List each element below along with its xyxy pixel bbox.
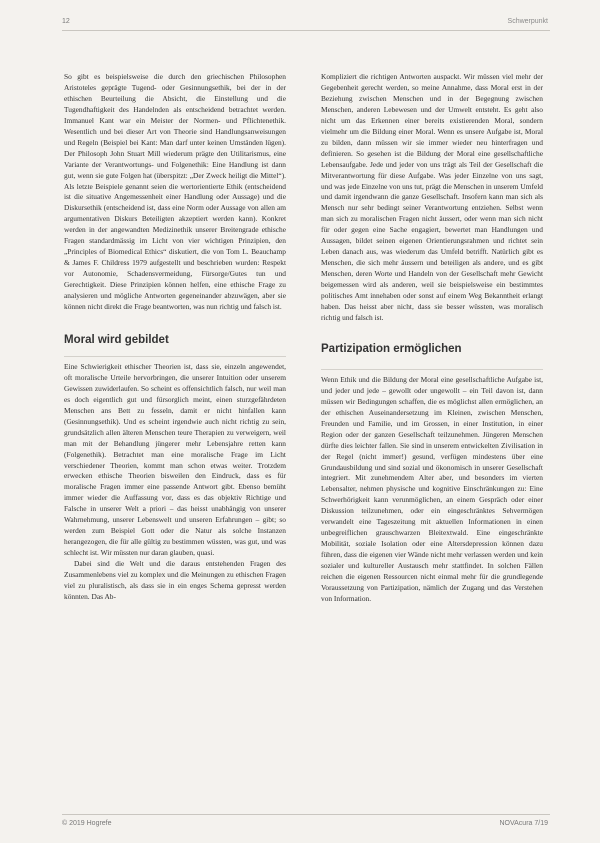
right-paragraph-2: Wenn Ethik und die Bildung der Moral eine gesellschaftliche Aufgabe ist, und jeder und jede – gewollt oder ungewollt – ein Teil davon ist, dann müssen wir Bedingungen schaffen, die es möglichst allen ermöglichen, an der ethischen Auseinandersetzung im Kleinen, zwischen Menschen, Freunden und Familie, und im Grossen, in einer Institution, in einer Region oder der ganzen Gesellschaft teilzunehmen. Jüngeren Menschen dürfte dies leichter fallen. Sie sind in unserem entwickelten Zivilisation in der Regel (nicht immer!) gesund, verfügen mindestens über eine Grundausbildung und sind sozial und ökonomisch in unserer Gesellschaft integriert. Mit zunehmendem Alter aber, und besonders im vierten Lebensalter, nehmen physische und kognitive Einschränkungen zu: Eine Schwerhörigkeit kann verunmöglichen, an einem Gespräch oder einer Diskussion teilzunehmen, oder ein eingeschränktes Sehvermögen verwandelt eine Tageszeitung mit aktuellen Informationen in einen unbegreiflichen grauschwarzen Bleitextwald. Eine eingeschränkte Mobilität, soziale Isolation oder eine Altersdepression können dazu führen, dass die eigenen vier Wände nicht mehr verlassen werden und kein sozialer und kultureller Austausch mehr stattfindet. In solchen Fällen reichen die eigenen Ressourcen nicht einmal mehr für die grundlegende Voraussetzung von Partizipation, nämlich der Zugang und das Verstehen von Information.	[321, 374, 543, 603]
section-title-header: Schwerpunkt	[507, 18, 548, 25]
right-column	[321, 72, 543, 605]
right-paragraph-1: Kompliziert die richtigen Antworten auspackt. Wir müssen viel mehr der Gegebenheit gerecht werden, so meine Annahme, dass Moral erst in der Beziehung zwischen Menschen und in der Begegnung zwischen Menschen, anderen Lebewesen und der Umwelt entsteht. Es geht also nicht um das Erkennen einer bereits existierenden Moral, sondern vielmehr um die Bildung einer Moral. Wenn es unsere Aufgabe ist, Moral zu bilden, dann müssen wir sie immer wieder neu hinterfragen und definieren. So gesehen ist die Bildung der Moral eine gesellschaftliche Lebensaufgabe. Jede und jeder von uns trägt als Teil der Gesellschaft die Mitverantwortung für diese Aufgabe. Was jeder Einzelne von uns sagt, und was jede Einzelne von uns tut, prägt die Menschen in unserem Umfeld und damit irgendwann die ganze Gesellschaft. Insofern kann man sich als Mensch nur sehr bedingt seiner Verantwortung entziehen. Selbst wenn man sich zu moralischen Fragen nicht äussert, oder wenn man sich nicht für oder gegen eine Sache engagiert, bewertet man Handlungen und Aussagen, bildet seinen eigenen Orientierungsrahmen und richtet sein Leben danach aus, was wiederum das Umfeld betrifft. Natürlich gibt es Menschen, die sich mehr äussern und beteiligen als andere, und es gibt Menschen, deren Worte und Handeln von der Gesellschaft mehr Gewicht beigemessen wird als anderen, weil sie beispielsweise ein bestimmtes politisches Amt innehaben oder sonst auf einem Weg Bekanntheit erlangt haben. Das heisst aber nicht, dass sie besser wüssten, was moralisch richtig und falsch ist.	[321, 72, 543, 322]
left-column	[64, 72, 286, 603]
heading-divider	[64, 356, 286, 357]
heading-divider	[321, 369, 543, 370]
header-divider	[62, 30, 550, 31]
left-paragraph-3: Dabei sind die Welt und die daraus entstehenden Fragen des Zusammenlebens viel zu komplex und die Meinungen zu ethischen Fragen viel zu pluralistisch, als dass sie in ein enges Schema gepresst werden könnten. Das Ab-	[64, 559, 286, 601]
heading-moral-wird-gebildet: Moral wird gebildet	[64, 333, 169, 346]
footer-issue: NOVAcura 7/19	[499, 820, 548, 827]
footer-divider	[62, 814, 550, 815]
left-paragraph-2: Eine Schwierigkeit ethischer Theorien ist, dass sie, einzeln angewendet, oft moralische Urteile hervorbringen, die unserer Intuition oder unserem Gewissen zuwiderlaufen. So scheint es offensichtlich falsch, nur weil man es doch eigentlich gut und fürsorglich meint, einen sturzgefährdeten Menschen ans Bett zu fesseln, damit er nicht hinfallen kann (Gesinnungsethik). Und es scheint irgendwie auch nicht richtig zu sein, grundsätzlich allen älteren Menschen teure Therapien zu verweigern, weil man mit der Behandlung jüngerer mehr Lebensjahre retten kann (Folgenethik). Betrachtet man eine moralische Frage im Licht verschiedener Theorien, kommt man schon etwas weiter. Trotzdem erwecken ethische Theorien bisweilen den Eindruck, dass es für moralische Fragen immer eine passende Antwort gibt. Ebenso bemüht immer wieder die Auffassung vor, dass es das objektiv Richtige und Falsche in unserer Welt a priori – das heisst unabhängig von unserer Wahrnehmung, unserer Lebenswelt und unseren Erfahrungen – gibt; so werden zum Beispiel Gott oder die Natur als solche Instanzen herangezogen, die für alle gültig zu bestimmen wüssten, was gut, und was schlecht ist. Wir müssten nur daran glauben, quasi.	[64, 361, 286, 558]
left-paragraph-1: So gibt es beispielsweise die durch den griechischen Philosophen Aristoteles geprägte Tugend- oder Gesinnungsethik, bei der in der ethischen Beurteilung die Absicht, die Einstellung und die Tugendhaftigkeit des Handelnden als entscheidend betrachtet werden. Immanuel Kant war ein Meister der Normen- und Pflichtenethik. Wesentlich und bei dieser Art von Theorie sind Handlungsanweisungen und Regeln (Beispiel bei Kant: Man darf unter keinen Umständen lügen). Der Philosoph John Stuart Mill wiederum prägte den Utilitarismus, eine Variante der Verantwortungs- und Folgenethik: Eine Handlung ist dann gut, wenn sie gute Folgen hat (überspitzt: „Der Zweck heiligt die Mittel“). Als letzte Beispiele genannt seien die wertorientierte Ethik (entscheidend ist die situative Angemessenheit einer Handlung oder Aussage) und die Diskursethik (entscheidend ist, dass eine Norm oder Aussage von allen am argumentativen Diskurs Beteiligten akzeptiert werden kann). Konkret werden in der angewandten Medizinethik unserer Breitengrade ethische Fragen standardmässig im Licht von vier wichtigen Prinzipien, den „Principles of Biomedical Ethics“ diskutiert, die von Tom L. Beauchamp & James F. Childress 1979 aufgestellt und beschrieben wurden: Respekt vor Autonomie, Schadensvermeidung, Fürsorge/Gutes tun und Gerechtigkeit. Diese Prinzipien können helfen, eine ethische Frage zu analysieren und mögliche Antworten gegeneinander abzuwägen, aber sie können nicht direkt die Frage beantworten, was nun richtig und falsch ist.	[64, 72, 286, 312]
heading-partizipation-ermoeglichen: Partizipation ermöglichen	[321, 342, 462, 355]
footer-copyright: © 2019 Hogrefe	[62, 820, 112, 827]
page-number-header: 12	[62, 18, 70, 25]
